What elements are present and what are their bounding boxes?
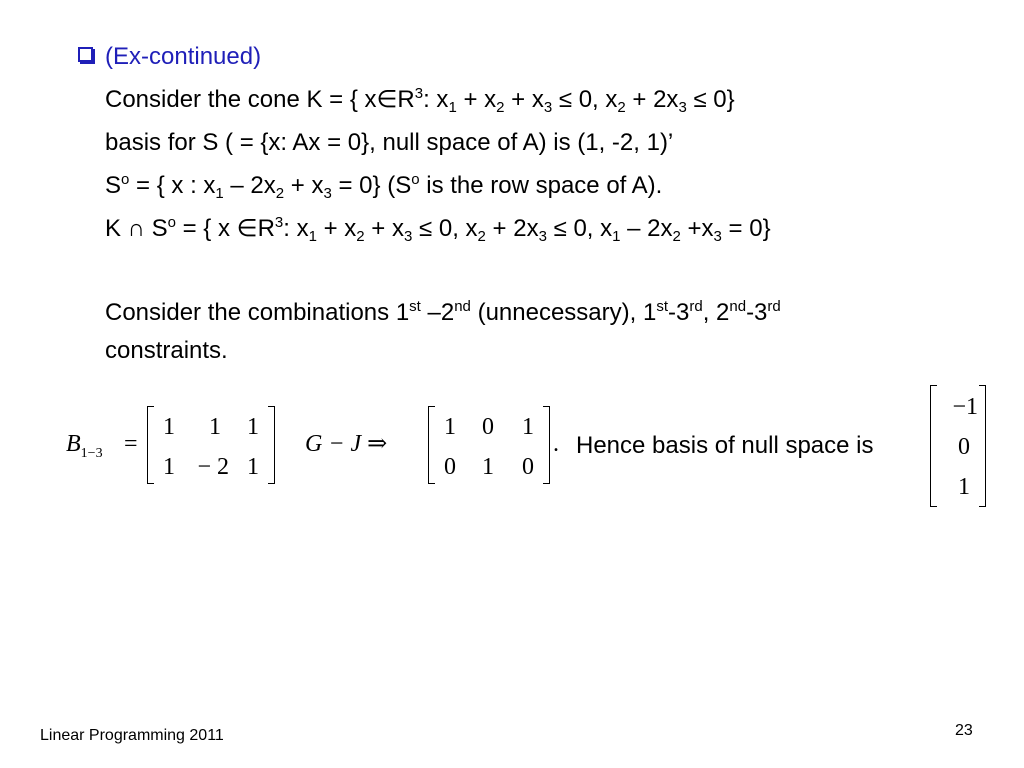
matrix-cell: 1	[522, 414, 534, 440]
null-basis-vector	[930, 385, 986, 507]
matrix-cell: 1	[482, 454, 494, 480]
matrix-cell: 1	[247, 454, 259, 480]
matrix-cell: 1	[444, 414, 456, 440]
matrix-cell: 0	[482, 414, 494, 440]
vector-cell: 0	[958, 434, 970, 460]
null-space-basis-line: basis for S ( = {x: Ax = 0}, null space of A) is (1, -2, 1)’	[105, 129, 674, 156]
matrix-cell: 1	[247, 414, 259, 440]
combinations-line: Consider the combinations 1st –2nd (unnecessary), 1st-3rd, 2nd-3rd	[105, 298, 781, 326]
vector-cell: 1	[958, 474, 970, 500]
hence-text: Hence basis of null space is	[576, 432, 874, 459]
slide-title: (Ex-continued)	[105, 43, 262, 70]
row-space-line: $S^o$ = { x : $x_1 - 2x_2 + x_3 = 0$} ($S^o$ is the row space of A).	[105, 171, 663, 202]
matrix-cell: − 2	[197, 454, 229, 480]
matrix-cell: 0	[522, 454, 534, 480]
equals-sign: =	[124, 431, 138, 457]
b-matrix-label: $B_{1-3}$	[66, 431, 103, 461]
matrix-gj	[428, 406, 550, 484]
matrix-cell: 0	[444, 454, 456, 480]
constraints-line: constraints.	[105, 337, 228, 364]
matrix-cell: 1	[163, 414, 175, 440]
period: .	[553, 431, 559, 457]
cone-definition-line: Consider the cone K = { $x\in R^3$: $x_1 + x_2 + x_3 \le 0$, $x_2 + 2x_3 \le 0$}	[105, 85, 735, 116]
checkbox-bullet-icon	[78, 47, 93, 62]
page-number: 23	[955, 722, 973, 739]
matrix-cell: 1	[163, 454, 175, 480]
vector-cell: −1	[952, 394, 978, 420]
gauss-jordan-label: G − J ⇒	[305, 431, 388, 457]
matrix-cell: 1	[209, 414, 221, 440]
matrix-b	[147, 406, 275, 484]
intersection-line: K ∩ $S^o$ = { x $\in R^3$: $x_1 + x_2 + x_3 \le 0$, $x_2 + 2x_3 \le 0$, $x_1 - 2x_2 +x_3 = 0$}	[105, 214, 771, 245]
footer-course-title: Linear Programming 2011	[40, 727, 224, 744]
